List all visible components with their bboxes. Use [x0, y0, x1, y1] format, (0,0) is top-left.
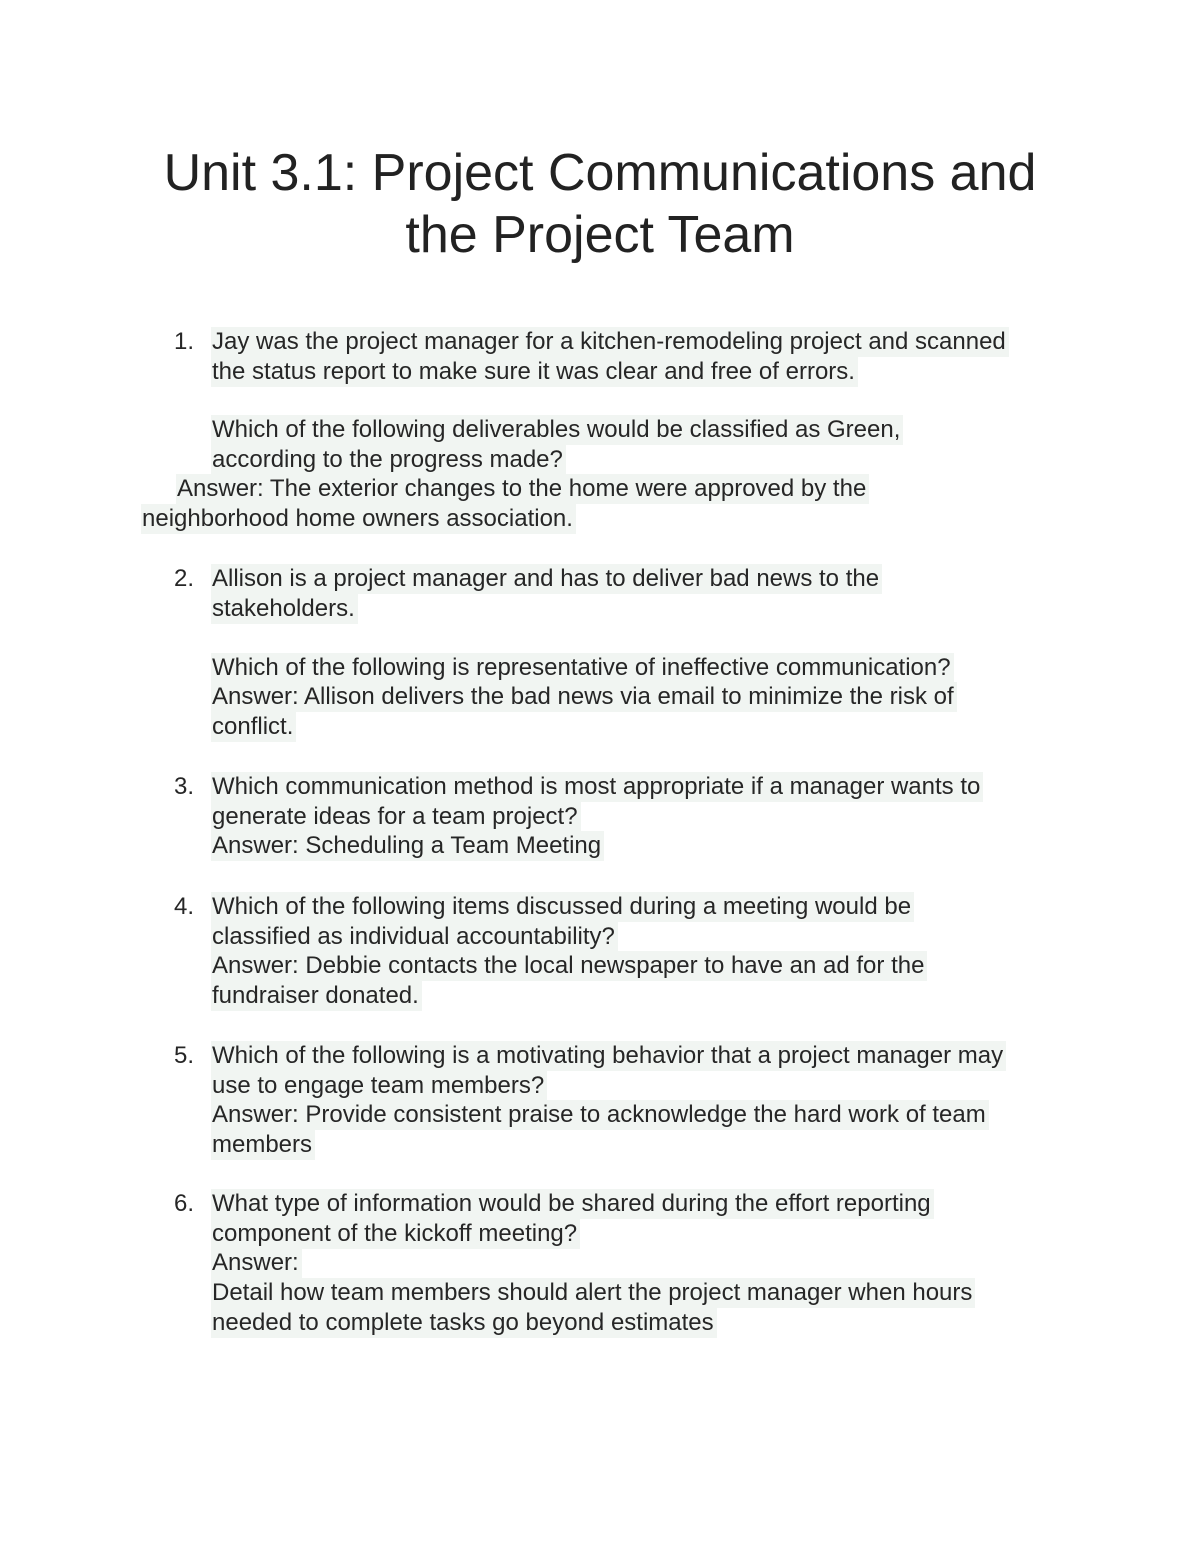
question-number: 2.	[174, 565, 195, 592]
answer-text-line: Answer: Provide consistent praise to acknowledge the hard work of team	[211, 1100, 989, 1130]
answer-text-line: members	[211, 1130, 315, 1160]
question-text-line: Which of the following items discussed during a meeting would be	[211, 892, 914, 922]
answer-text-line: Answer: Debbie contacts the local newspaper to have an ad for the	[211, 951, 927, 981]
answer-text-line: Answer: Scheduling a Team Meeting	[211, 831, 604, 861]
answer-text-line: fundraiser donated.	[211, 981, 422, 1011]
question-text-line: use to engage team members?	[211, 1071, 547, 1101]
question-number: 5.	[174, 1042, 195, 1069]
question-text-line: generate ideas for a team project?	[211, 802, 581, 832]
question-number: 1.	[174, 328, 195, 355]
question-text-line: component of the kickoff meeting?	[211, 1219, 580, 1249]
question-text-line: according to the progress made?	[211, 445, 566, 475]
question-text-line: Which communication method is most appropriate if a manager wants to	[211, 772, 983, 802]
answer-text-line: Answer:	[211, 1248, 302, 1278]
question-text-line: Which of the following is a motivating behavior that a project manager may	[211, 1041, 1006, 1071]
question-text-line: Allison is a project manager and has to deliver bad news to the	[211, 564, 882, 594]
answer-text-line: needed to complete tasks go beyond estimates	[211, 1308, 717, 1338]
answer-text-line: Answer: The exterior changes to the home were approved by the	[176, 474, 869, 504]
question-number: 3.	[174, 773, 195, 800]
question-text-line: classified as individual accountability?	[211, 922, 618, 952]
question-text-line: the status report to make sure it was clear and free of errors.	[211, 357, 858, 387]
question-text-line: Which of the following deliverables would be classified as Green,	[211, 415, 903, 445]
question-number: 4.	[174, 893, 195, 920]
question-text-line: Which of the following is representative of ineffective communication?	[211, 653, 954, 683]
question-text-line: Jay was the project manager for a kitchen-remodeling project and scanned	[211, 327, 1009, 357]
answer-text-line: neighborhood home owners association.	[141, 504, 576, 534]
title-line-2: the Project Team	[405, 206, 795, 264]
question-text-line: What type of information would be shared during the effort reporting	[211, 1189, 934, 1219]
answer-text-line: conflict.	[211, 712, 296, 742]
title-line-1: Unit 3.1: Project Communications and	[163, 144, 1037, 202]
answer-text-line: Detail how team members should alert the project manager when hours	[211, 1278, 975, 1308]
question-number: 6.	[174, 1190, 195, 1217]
answer-text-line: Answer: Allison delivers the bad news via email to minimize the risk of	[211, 682, 957, 712]
page-title	[100, 142, 1100, 266]
question-text-line: stakeholders.	[211, 594, 358, 624]
